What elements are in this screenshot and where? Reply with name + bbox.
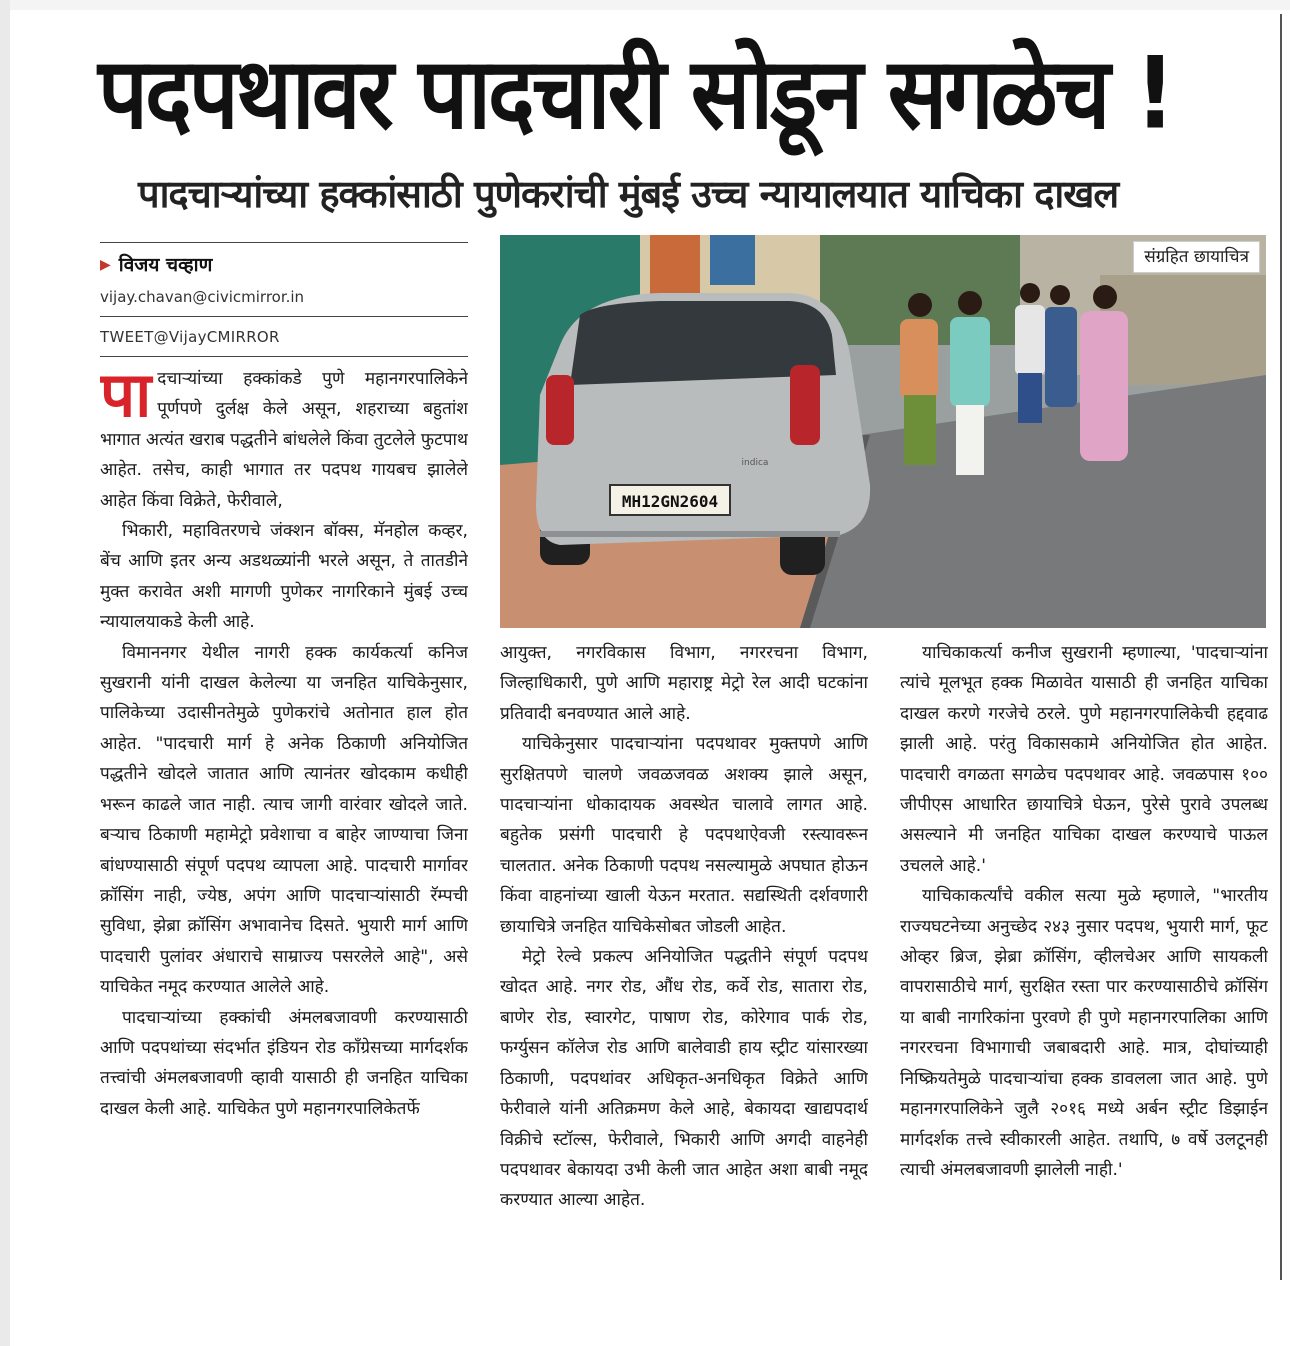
pedestrian-1-head [908, 293, 932, 317]
article-paragraph-8: याचिकाकर्त्या कनीज सुखरानी म्हणाल्या, 'पादचाऱ्यांना त्यांचे मूलभूत हक्क मिळावेत यासाठी ही जनहित याचिका दाखल करणे गरजेचे ठरले. पुणे महानगरपालिकेची हद्दवाढ झाली आहे. परंतु विकासकामे अनियोजित होत आहेत. पादचारी वगळता सगळेच पदपथावर आहे. जवळपास १०० जीपीएस आधारित छायाचित्रे घेऊन, पुरेसे पुरावे उपलब्ध असल्याने मी जनहित याचिका दाखल करण्याचे पाऊल उचलले आहे.' [900, 643, 1268, 876]
article-paragraph-9: याचिकाकर्त्यांचे वकील सत्या मुळे म्हणाले, "भारतीय राज्यघटनेच्या अनुच्छेद २४३ नुसार पदपथ, भुयारी मार्ग, फूट ओव्हर ब्रिज, झेब्रा क्रॉसिंग, व्हीलचेअर आणि सायकली वापरासाठीचे मार्ग, सुरक्षित रस्ता पार करण्यासाठीचे क्रॉसिंग या बाबी नागरिकांना पुरवणे ही पुणे महानगरपालिका आणि नगररचना विभागाची जबाबदारी आहे. मात्र, दोघांच्याही निष्क्रियतेमुळे पादचाऱ्यांचा हक्क डावलला जात आहे. पुणे महानगरपालिकेने जुलै २०१६ मध्ये अर्बन स्ट्रीट डिझाईन मार्गदर्शक तत्त्वे स्वीकारली आहेत. तथापि, ७ वर्षे उलटूनही त्याची अंमलबजावणी झालेली नाही.' [900, 886, 1268, 1180]
pedestrian-5 [1080, 285, 1128, 461]
pedestrian-5-head [1093, 285, 1117, 309]
car-bumper [540, 531, 840, 537]
headline: पदपथावर पादचारी सोडून सगळेच ! [98, 35, 1173, 152]
car [536, 293, 870, 575]
car-left-taillight [546, 375, 574, 445]
pedestrian-5-saree [1080, 311, 1128, 461]
pedestrian-3-top [1015, 305, 1045, 375]
right-column-rule [1280, 14, 1282, 1280]
article-column-1 [100, 364, 468, 1274]
byline-bottom-rule [100, 356, 468, 357]
pedestrian-2-pants [956, 405, 984, 475]
pedestrian-2-head [958, 291, 982, 315]
photo-credit: संग्रहित छायाचित्र [1133, 241, 1260, 273]
pedestrian-1-skirt [904, 395, 936, 465]
shop-poster [650, 235, 700, 295]
byline-top-rule [100, 242, 468, 243]
article-paragraph-2: भिकारी, महावितरणचे जंक्शन बॉक्स, मॅनहोल कव्हर, बेंच आणि इतर अन्य अडथळ्यांनी भरले असून, ते तातडीने मुक्त करावेत अशी मागणी पुणेकर नागरिकाने मुंबई उच्च न्यायालयाकडे केली आहे. [100, 521, 468, 633]
article-paragraph-1 [100, 364, 468, 516]
news-photo [500, 235, 1266, 628]
street-scene-illustration [500, 235, 1266, 628]
subheadline: पादचाऱ्यांच्या हक्कांसाठी पुणेकरांची मुंबई उच्च न्यायालयात याचिका दाखल [138, 172, 1119, 216]
car-right-taillight [790, 365, 820, 445]
shop-sign [710, 235, 755, 285]
car-badge: indica [741, 458, 769, 468]
license-plate-text: MH12GN2604 [621, 492, 719, 511]
pedestrian-3-head [1020, 283, 1040, 303]
author-email: vijay.chavan@civicmirror.in [100, 288, 305, 306]
author-tweet: TWEET@VijayCMIRROR [100, 328, 280, 346]
author-name: विजय चव्हाण [118, 254, 213, 276]
pedestrian-2 [950, 291, 990, 475]
left-margin [0, 0, 10, 1346]
pedestrian-4-head [1050, 285, 1070, 305]
pedestrian-2-top [950, 317, 990, 407]
pedestrian-1-top [900, 319, 938, 399]
article-paragraph-7: मेट्रो रेल्वे प्रकल्प अनियोजित पद्धतीने संपूर्ण पदपथ खोदत आहे. नगर रोड, औंध रोड, कर्वे रोड, सातारा रोड, बाणेर रोड, स्वारगेट, पाषाण रोड, कोरेगाव पार्क रोड, फर्ग्युसन कॉलेज रोड आणि बालेवाडी हाय स्ट्रीट यांसारख्या ठिकाणी, पदपथांवर अधिकृत-अनधिकृत विक्रेते आणि फेरीवाले यांनी अतिक्रमण केले आहे, बेकायदा खाद्यपदार्थ विक्रीचे स्टॉल्स, फेरीवाले, भिकारी आणि अगदी वाहनेही पदपथावर बेकायदा उभी केली जात आहेत अशा बाबी नमूद करण्यात आल्या आहेत. [500, 947, 868, 1211]
byline [100, 252, 468, 278]
article-paragraph-6: याचिकेनुसार पादचाऱ्यांना पदपथावर मुक्तपणे आणि सुरक्षितपणे चालणे जवळजवळ अशक्य झाले असून, पादचाऱ्यांना धोकादायक अवस्थेत चालावे लागत आहे. बहुतेक प्रसंगी पादचारी हे पदपथाऐवजी रस्त्यावरून चालतात. अनेक ठिकाणी पदपथ नसल्यामुळे अपघात होऊन किंवा वाहनांच्या खाली येऊन मरतात. सद्यस्थिती दर्शवणारी छायाचित्रे जनहित याचिकेसोबत जोडली आहेत. [500, 734, 868, 937]
pedestrian-3-bottom [1018, 373, 1042, 423]
drop-cap: पा [100, 364, 152, 431]
byline-mid-rule [100, 316, 468, 317]
article-column-2 [500, 638, 868, 1274]
pedestrian-4-dress [1045, 307, 1077, 407]
top-margin [0, 0, 1290, 10]
article-paragraph-3: विमाननगर येथील नागरी हक्क कार्यकर्त्या कनिज सुखरानी यांनी दाखल केलेल्या या जनहित याचिकेनुसार, पालिकेच्या उदासीनतेमुळे पुणेकरांचे अतोनात हाल होत आहेत. "पादचारी मार्ग हे अनेक ठिकाणी अनियोजित पद्धतीने खोदले जातात आणि त्यानंतर खोदकाम कधीही भरून काढले जात नाही. त्याच जागी वारंवार खोदले जाते. बऱ्याच ठिकाणी महामेट्रो प्रवेशाचा व बाहेर जाण्याचा जिना बांधण्यासाठी संपूर्ण पदपथ व्यापला आहे. पादचारी मार्गावर क्रॉसिंग नाही, ज्येष्ठ, अपंग आणि पादचाऱ्यांसाठी रॅम्पची सुविधा, झेब्रा क्रॉसिंग अभावानेच दिसते. भुयारी मार्ग आणि पादचारी पुलांवर अंधाराचे साम्राज्य पसरलेले आहे", असे याचिकेत नमूद करण्यात आलेले आहे. [100, 642, 468, 998]
article-column-3 [900, 638, 1268, 1274]
byline-arrow-icon: ▶ [100, 257, 111, 273]
paragraph-1-text: दचाऱ्यांच्या हक्कांकडे पुणे महानगरपालिकेने पूर्णपणे दुर्लक्ष केले असून, शहराच्या बहुतांश भागात अत्यंत खराब पद्धतीने बांधलेले किंवा तुटलेले फुटपाथ आहेत. तसेच, काही भागात तर पदपथ गायबच झालेले आहेत किंवा विक्रेते, फेरीवाले, [100, 369, 468, 511]
article-paragraph-4: पादचाऱ्यांच्या हक्कांची अंमलबजावणी करण्यासाठी आणि पदपथांच्या संदर्भात इंडियन रोड कॉंग्रेसच्या मार्गदर्शक तत्त्वांची अंमलबजावणी व्हावी यासाठी ही जनहित याचिका दाखल केली आहे. याचिकेत पुणे महानगरपालिकेतर्फे [100, 1007, 468, 1119]
article-paragraph-5: आयुक्त, नगरविकास विभाग, नगररचना विभाग, जिल्हाधिकारी, पुणे आणि महाराष्ट्र मेट्रो रेल आदी घटकांना प्रतिवादी बनवण्यात आले आहे. [500, 643, 868, 724]
